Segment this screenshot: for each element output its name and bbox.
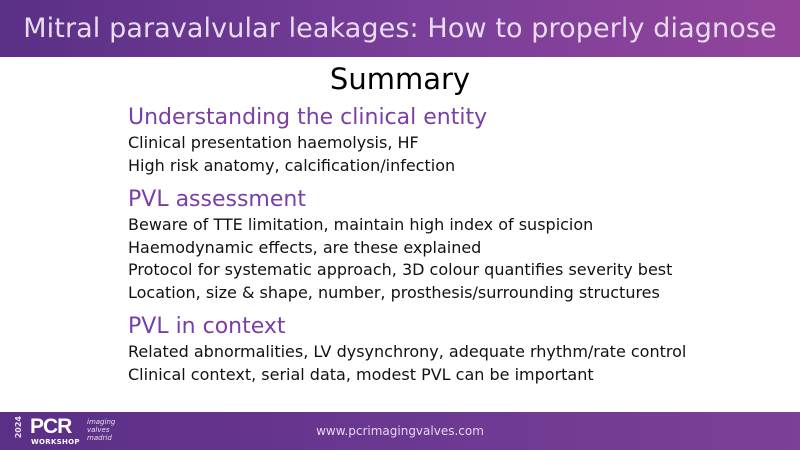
logo-line: imaging: [87, 418, 116, 426]
logo-line: madrid: [87, 434, 112, 442]
section-pvl-context: [128, 313, 788, 386]
footer-bar: [0, 412, 800, 450]
section-pvl-assessment: [128, 186, 788, 304]
pcr-logo: [10, 414, 120, 448]
logo-brand: PCR: [30, 415, 72, 438]
footer-url: www.pcrimagingvalves.com: [316, 424, 484, 438]
section-heading: PVL assessment: [128, 187, 306, 212]
section-heading: Understanding the clinical entity: [128, 105, 488, 130]
slide-body: [128, 104, 788, 386]
title-bar: [0, 0, 800, 57]
section-heading: PVL in context: [128, 314, 286, 339]
bullet-line: High risk anatomy, calcification/infection: [128, 155, 456, 175]
logo-line: valves: [87, 426, 110, 434]
bullet-line: Haemodynamic effects, are these explained: [128, 237, 482, 257]
logo-workshop: WORKSHOP: [31, 438, 80, 446]
bullet-line: Related abnormalities, LV dysynchrony, adequate rhythm/rate control: [128, 342, 687, 361]
section-clinical-entity: [128, 104, 788, 177]
slide-title: Mitral paravalvular leakages: How to properly diagnose: [23, 13, 777, 44]
logo-subtitle: [87, 418, 115, 442]
summary-heading: Summary: [329, 62, 471, 96]
bullet-line: Protocol for systematic approach, 3D colour quantifies severity best: [128, 260, 673, 279]
bullet-line: Clinical context, serial data, modest PVL can be important: [128, 364, 594, 384]
bullet-line: Location, size & shape, number, prosthesis/surrounding structures: [128, 282, 660, 302]
bullet-line: Beware of TTE limitation, maintain high index of suspicion: [128, 215, 594, 234]
bullet-line: Clinical presentation haemolysis, HF: [128, 133, 419, 152]
logo-year: 2024: [14, 416, 23, 439]
